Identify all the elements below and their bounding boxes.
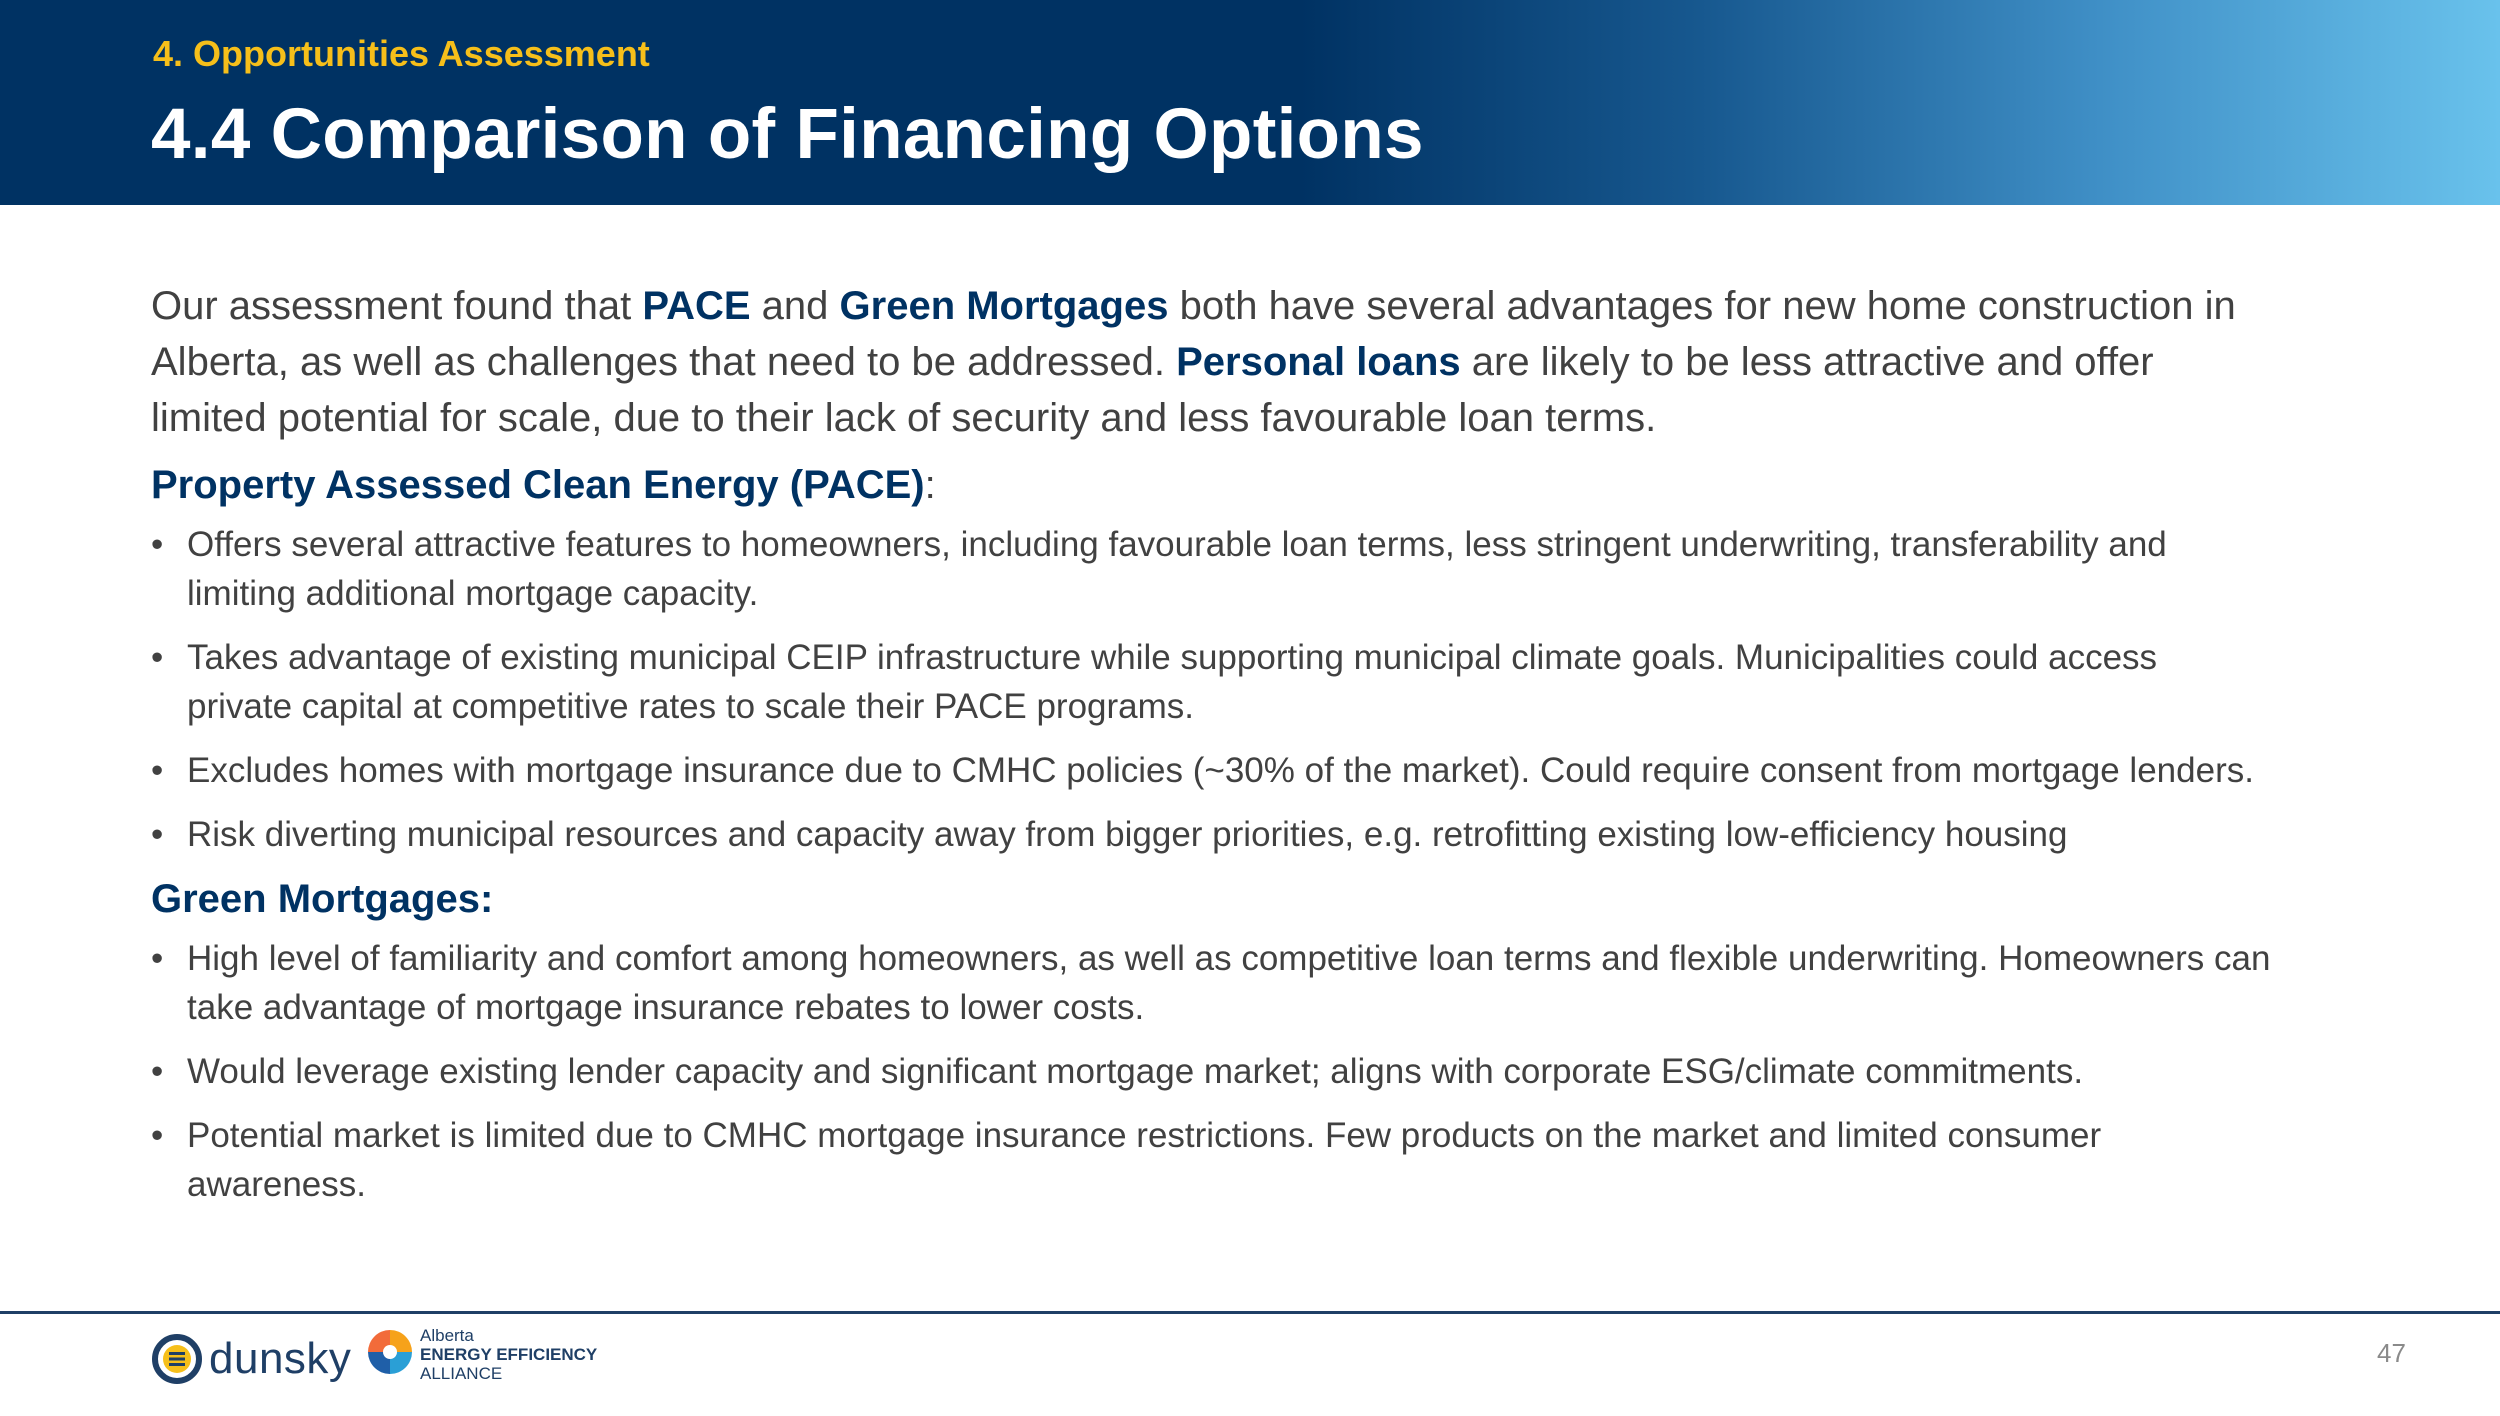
green-mortgages-bullet: • Would leverage existing lender capacity and significant mortgage market; aligns with corporate ESG/climate commitments. [151,1047,2271,1096]
green-mortgages-bullet: • High level of familiarity and comfort among homeowners, as well as competitive loan terms and flexible underwriting. Homeowners can take advantage of mortgage insurance rebates to lower costs. [151,934,2271,1032]
intro-text: and [750,284,840,328]
dunsky-logo-text: dunsky [209,1334,352,1383]
pace-heading [151,460,2271,510]
pace-bullet: • Excludes homes with mortgage insurance due to CMHC policies (~30% of the market). Could require consent from mortgage lenders. [151,746,2271,795]
dunsky-logo [151,1333,351,1385]
section-label: 4. Opportunities Assessment [153,33,650,74]
page-number: 47 [2377,1338,2406,1368]
pace-heading-colon: : [924,463,936,507]
dunsky-logo-icon [151,1333,203,1385]
aeea-logo-text [420,1326,597,1383]
intro-paragraph [151,278,2271,446]
aeea-logo [364,1326,597,1383]
aeea-logo-line-1: Alberta [420,1326,474,1345]
green-mortgages-heading: Green Mortgages: [151,877,494,921]
pace-bullet-list [151,520,2271,859]
intro-emphasis-pace: PACE [642,284,751,328]
pace-bullet: • Takes advantage of existing municipal CEIP infrastructure while supporting municipal climate goals. Municipalities could access private capital at competitive rates to scale their PACE programs. [151,633,2271,731]
intro-emphasis-personal-loans: Personal loans [1176,340,1461,384]
pace-bullet: • Risk diverting municipal resources and capacity away from bigger priorities, e.g. retrofitting existing low-efficiency housing [151,810,2271,859]
intro-emphasis-green-mortgages: Green Mortgages [839,284,1169,328]
intro-text: Our assessment found that [151,284,643,328]
page-title: 4.4 Comparison of Financing Options [151,95,1424,174]
green-mortgages-bullet-list [151,934,2271,1209]
slide-content [151,278,2271,1224]
intro-text: both have several advantages for new home construction in Alberta, as well as challenges that need to be addressed. [151,284,2236,384]
footer-divider [0,1311,2500,1314]
aeea-logo-line-2: ENERGY EFFICIENCY [420,1345,598,1364]
pace-heading-text: Property Assessed Clean Energy (PACE) [151,463,925,507]
intro-text: are likely to be less attractive and offer limited potential for scale, due to their lack of security and less favourable loan terms. [151,340,2154,440]
aeea-logo-line-3: ALLIANCE [420,1364,503,1383]
aeea-logo-icon [364,1326,416,1378]
header-banner [0,0,2500,205]
pace-bullet: • Offers several attractive features to homeowners, including favourable loan terms, less stringent underwriting, transferability and limiting additional mortgage capacity. [151,520,2271,618]
green-mortgages-bullet: • Potential market is limited due to CMHC mortgage insurance restrictions. Few products on the market and limited consumer awareness. [151,1111,2271,1209]
